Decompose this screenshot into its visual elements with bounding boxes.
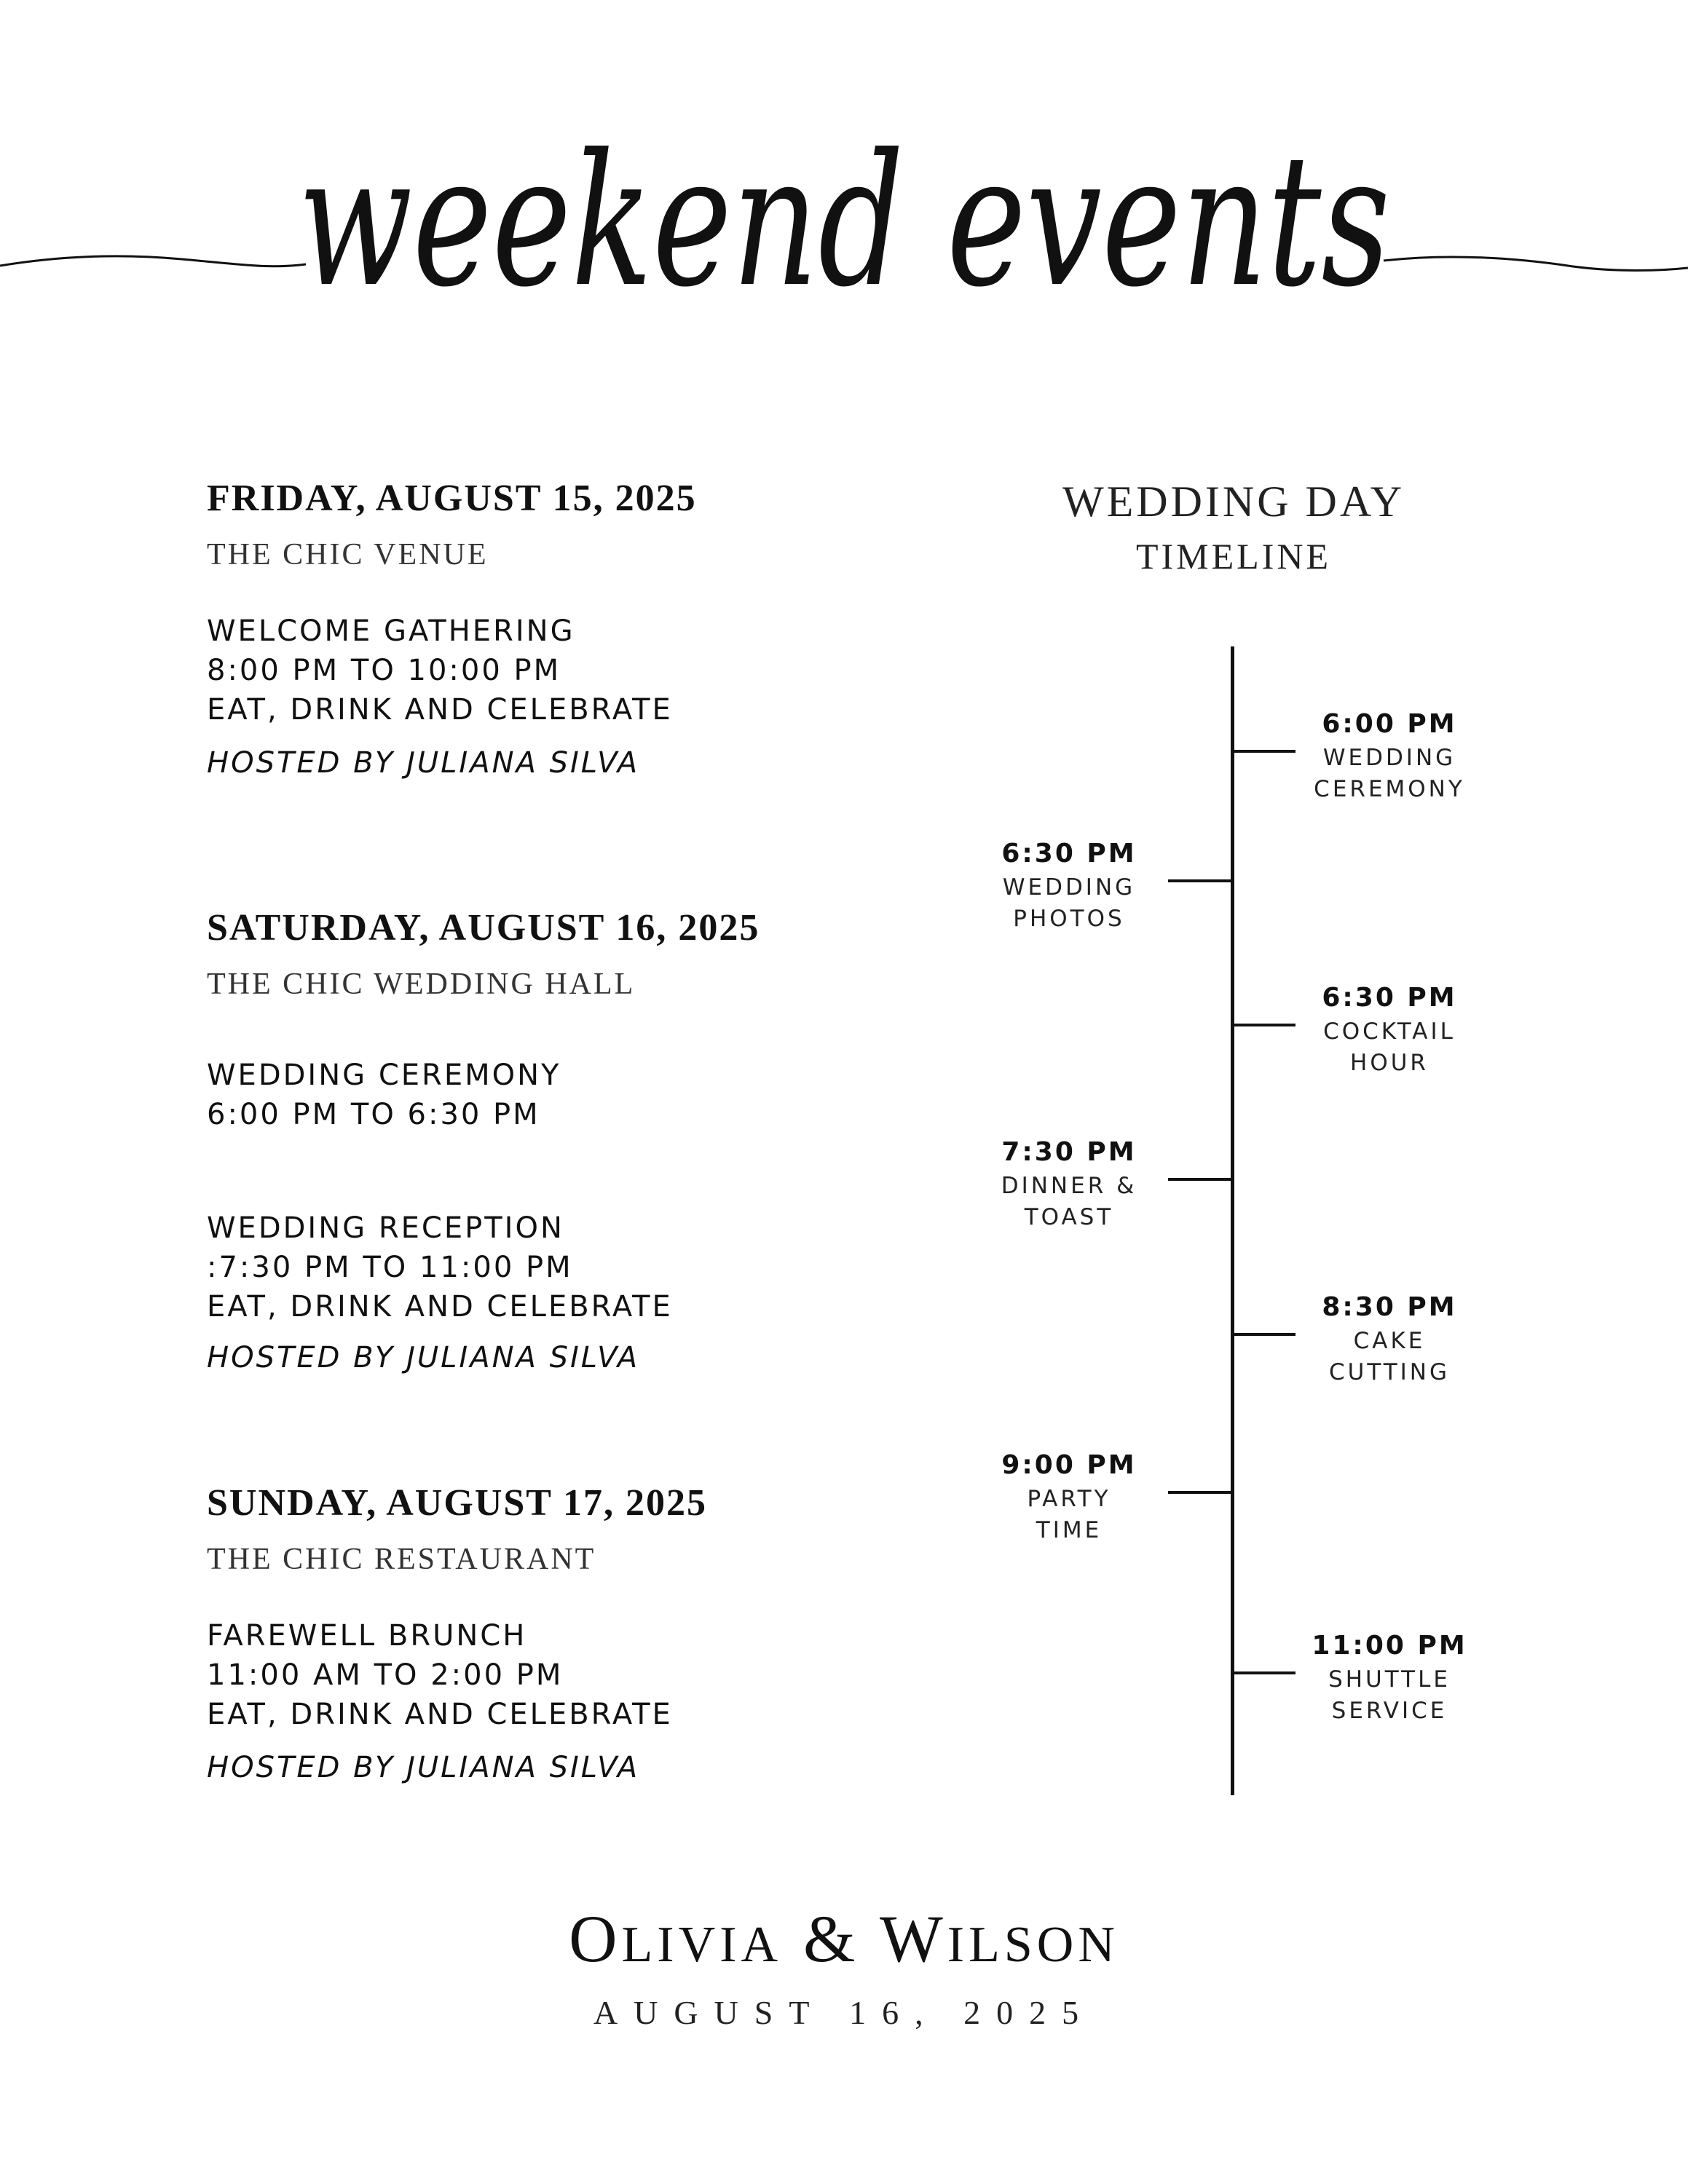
event-detail: :7:30 PM TO 11:00 PM (207, 1251, 573, 1284)
timeline-tick (1168, 879, 1231, 882)
timeline-time: 7:30 PM (1001, 1137, 1137, 1167)
venue-name: THE CHIC RESTAURANT (207, 1543, 596, 1576)
timeline-entry (1295, 1289, 1484, 1388)
timeline-subtitle: TIMELINE (1135, 536, 1332, 577)
footer-date: AUGUST 16, 2025 (593, 1994, 1095, 2031)
event-name: WEDDING RECEPTION (207, 1211, 564, 1245)
timeline-label: SERVICE (1331, 1698, 1448, 1724)
timeline-tick (1233, 750, 1295, 753)
timeline-label: CAKE (1353, 1328, 1426, 1354)
timeline-label: PARTY (1027, 1486, 1111, 1512)
timeline-time: 9:00 PM (1001, 1450, 1137, 1480)
timeline-entry (974, 836, 1164, 935)
timeline-tick (1233, 1024, 1295, 1026)
event-detail: 11:00 AM TO 2:00 PM (207, 1658, 564, 1692)
day-heading: FRIDAY, AUGUST 15, 2025 (207, 478, 697, 519)
couple-second-rest: ILSON (947, 1917, 1119, 1973)
event-detail: EAT, DRINK AND CELEBRATE (207, 693, 673, 727)
day-heading: SUNDAY, AUGUST 17, 2025 (207, 1482, 708, 1524)
timeline-label: PHOTOS (1013, 906, 1125, 932)
timeline-entry (974, 1134, 1164, 1233)
timeline-time: 8:30 PM (1322, 1292, 1457, 1322)
timeline-time: 6:30 PM (1322, 983, 1457, 1013)
event-name: WEDDING CEREMONY (207, 1059, 561, 1092)
event-host: HOSTED BY JULIANA SILVA (207, 746, 640, 780)
event-detail: 8:00 PM TO 10:00 PM (207, 654, 561, 687)
couple-names (261, 1900, 1427, 1977)
timeline-label: COCKTAIL (1323, 1018, 1456, 1045)
timeline-time: 6:30 PM (1001, 839, 1137, 869)
event-host: HOSTED BY JULIANA SILVA (207, 1751, 640, 1784)
timeline-entry (1295, 706, 1484, 805)
event-detail: 6:00 PM TO 6:30 PM (207, 1098, 540, 1131)
timeline-label: HOUR (1350, 1050, 1429, 1076)
timeline-label: CUTTING (1328, 1359, 1451, 1385)
timeline-label: TOAST (1024, 1204, 1114, 1230)
couple-ampersand: & (782, 1902, 880, 1976)
timeline-label: WEDDING (1322, 745, 1456, 771)
timeline-label: SHUTTLE (1328, 1666, 1451, 1693)
timeline-tick (1168, 1491, 1231, 1494)
timeline-time: 6:00 PM (1322, 709, 1457, 739)
header-title-script (0, 87, 1688, 379)
event-host: HOSTED BY JULIANA SILVA (207, 1341, 640, 1374)
couple-second-initial: W (879, 1902, 947, 1976)
couple-first-rest: LIVIA (621, 1917, 783, 1973)
timeline-label: WEDDING (1002, 874, 1136, 901)
timeline-tick (1168, 1178, 1231, 1181)
timeline-entry (974, 1447, 1164, 1546)
timeline-entry (1295, 1628, 1484, 1727)
event-detail: EAT, DRINK AND CELEBRATE (207, 1698, 673, 1731)
event-detail: EAT, DRINK AND CELEBRATE (207, 1290, 673, 1324)
timeline-vertical-line (1231, 646, 1234, 1795)
timeline-entry (1295, 980, 1484, 1079)
timeline-tick (1233, 1671, 1295, 1674)
timeline-label: DINNER & (1001, 1173, 1137, 1199)
timeline-time: 11:00 PM (1312, 1631, 1467, 1661)
timeline-title: WEDDING DAY (1062, 478, 1405, 526)
couple-first-initial: O (569, 1902, 622, 1976)
venue-name: THE CHIC WEDDING HALL (207, 968, 636, 1001)
day-heading: SATURDAY, AUGUST 16, 2025 (207, 907, 760, 949)
left-flourish-line (0, 256, 306, 266)
timeline-label: CEREMONY (1314, 776, 1465, 802)
header-title: weekend events (298, 115, 1390, 327)
timeline-label: TIME (1036, 1517, 1103, 1543)
timeline-tick (1233, 1333, 1295, 1336)
right-flourish-line (1384, 257, 1688, 271)
venue-name: THE CHIC VENUE (207, 538, 489, 571)
event-name: FAREWELL BRUNCH (207, 1619, 527, 1653)
event-name: WELCOME GATHERING (207, 614, 575, 648)
